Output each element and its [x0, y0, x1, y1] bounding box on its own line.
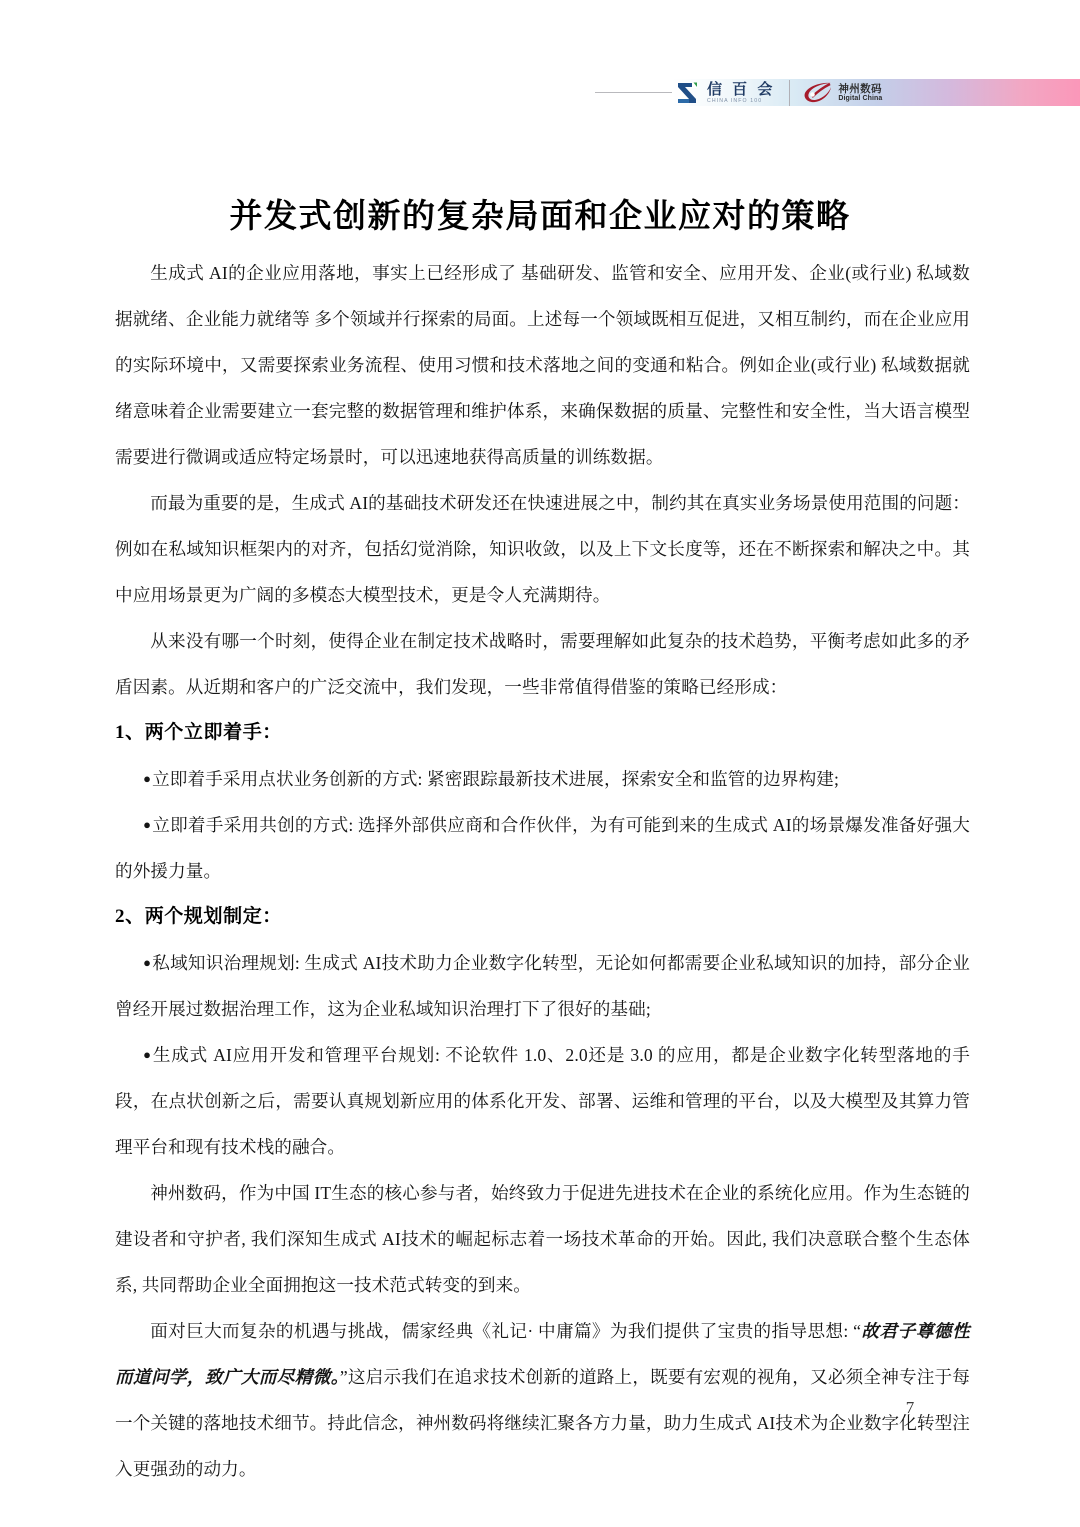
bullet-dot-icon: ● [143, 1047, 152, 1062]
bullet-item-3-text: 私域知识治理规划: 生成式 AI技术助力企业数字化转型，无论如何都需要企业私域知识的加持，部分企业曾经开展过数据治理工作，这为企业私域知识治理打下了很好的基础; [115, 953, 970, 1019]
bullet-item-1-text: 立即着手采用点状业务创新的方式: 紧密跟踪最新技术进展，探索安全和监管的边界构建; [152, 769, 839, 789]
classical-quote-text: 故君子尊德性而道问学，致广大而尽精微。 [115, 1321, 970, 1387]
quote-lead-text: 面对巨大而复杂的机遇与挑战，儒家经典《礼记· 中庸篇》为我们提供了宝贵的指导思想: “ [150, 1321, 862, 1341]
china-info-100-en-name: CHINA INFO 100 [707, 98, 763, 105]
bullet-dot-icon: ● [143, 817, 152, 832]
digital-china-mark-icon [803, 81, 833, 105]
digital-china-wordmark [838, 83, 882, 103]
bullet-item-1 [115, 756, 970, 802]
page-title: 并发式创新的复杂局面和企业应对的策略 [229, 199, 851, 236]
logo-china-info-100 [676, 80, 775, 106]
digital-china-cn-name: 神州数码 [838, 82, 882, 95]
paragraph-3: 从来没有哪一个时刻，使得企业在制定技术战略时，需要理解如此复杂的技术趋势，平衡考虑如此多的矛盾因素。从近期和客户的广泛交流中，我们发现，一些非常值得借鉴的策略已经形成： [115, 631, 970, 697]
bullet-item-2 [115, 802, 970, 894]
bullet-dot-icon: ● [143, 955, 152, 970]
section-heading-1: 1、两个立即着手： [115, 722, 282, 743]
bullet-item-2-text: 立即着手采用共创的方式: 选择外部供应商和合作伙伴，为有可能到来的生成式 AI的场景爆发准备好强大的外援力量。 [115, 815, 970, 881]
page-number [0, 1398, 1080, 1418]
bullet-item-4-text: 生成式 AI应用开发和管理平台规划: 不论软件 1.0、2.0还是 3.0 的应用，都是企业数字化转型落地的手段，在点状创新之后，需要认真规划新应用的体系化开发、部署、运维和管理的平台，以及大模型及其算力管理平台和现有技术栈的融合。 [115, 1045, 970, 1157]
logo-digital-china [803, 81, 882, 105]
china-info-100-wordmark [707, 82, 775, 105]
china-info-100-cn-name: 信 百 会 [707, 80, 776, 98]
paragraph-2: 而最为重要的是，生成式 AI的基础技术研发还在快速进展之中，制约其在真实业务场景使用范围的问题：例如在私域知识框架内的对齐，包括幻觉消除，知识收敛，以及上下文长度等，还在不断探索和解决之中。其中应用场景更为广阔的多模态大模型技术，更是令人充满期待。 [115, 493, 970, 605]
bullet-item-4 [115, 1032, 970, 1170]
quote-tail-text: ”这启示我们在追求技术创新的道路上，既要有宏观的视角，又必须全神专注于每一个关键的落地技术细节。持此信念，神州数码将继续汇聚各方力量，助力生成式 AI技术为企业数字化转型注入更强劲的动力。 [115, 1367, 970, 1479]
bullet-dot-icon: ● [143, 771, 152, 786]
page-header [0, 0, 1080, 130]
bullet-item-3 [115, 940, 970, 1032]
china-info-100-mark-icon [676, 80, 702, 106]
document-body [115, 250, 970, 1492]
paragraph-1: 生成式 AI的企业应用落地，事实上已经形成了 基础研发、监管和安全、应用开发、企业(或行业) 私域数据就绪、企业能力就绪等 多个领域并行探索的局面。上述每一个领域既相互促进，又相互制约，而在企业应用的实际环境中，又需要探索业务流程、使用习惯和技术落地之间的变通和粘合。例如企业(或行业) 私域数据就绪意味着企业需要建立一套完整的数据管理和维护体系，来确保数据的质量、完整性和安全性，当大语言模型需要进行微调或适应特定场景时，可以迅速地获得高质量的训练数据。 [115, 263, 970, 467]
paragraph-4: 神州数码，作为中国 IT生态的核心参与者，始终致力于促进先进技术在企业的系统化应用。作为生态链的建设者和守护者, 我们深知生成式 AI技术的崛起标志着一场技术革命的开始。因此, 我们决意联合整个生态体系, 共同帮助企业全面拥抱这一技术范式转变的到来。 [115, 1183, 970, 1295]
digital-china-en-name: Digital China [838, 94, 883, 102]
section-heading-2: 2、两个规划制定： [115, 906, 282, 927]
page-number-value: 7 [905, 1398, 915, 1417]
header-logo-group [676, 74, 882, 112]
logo-divider [789, 80, 790, 106]
